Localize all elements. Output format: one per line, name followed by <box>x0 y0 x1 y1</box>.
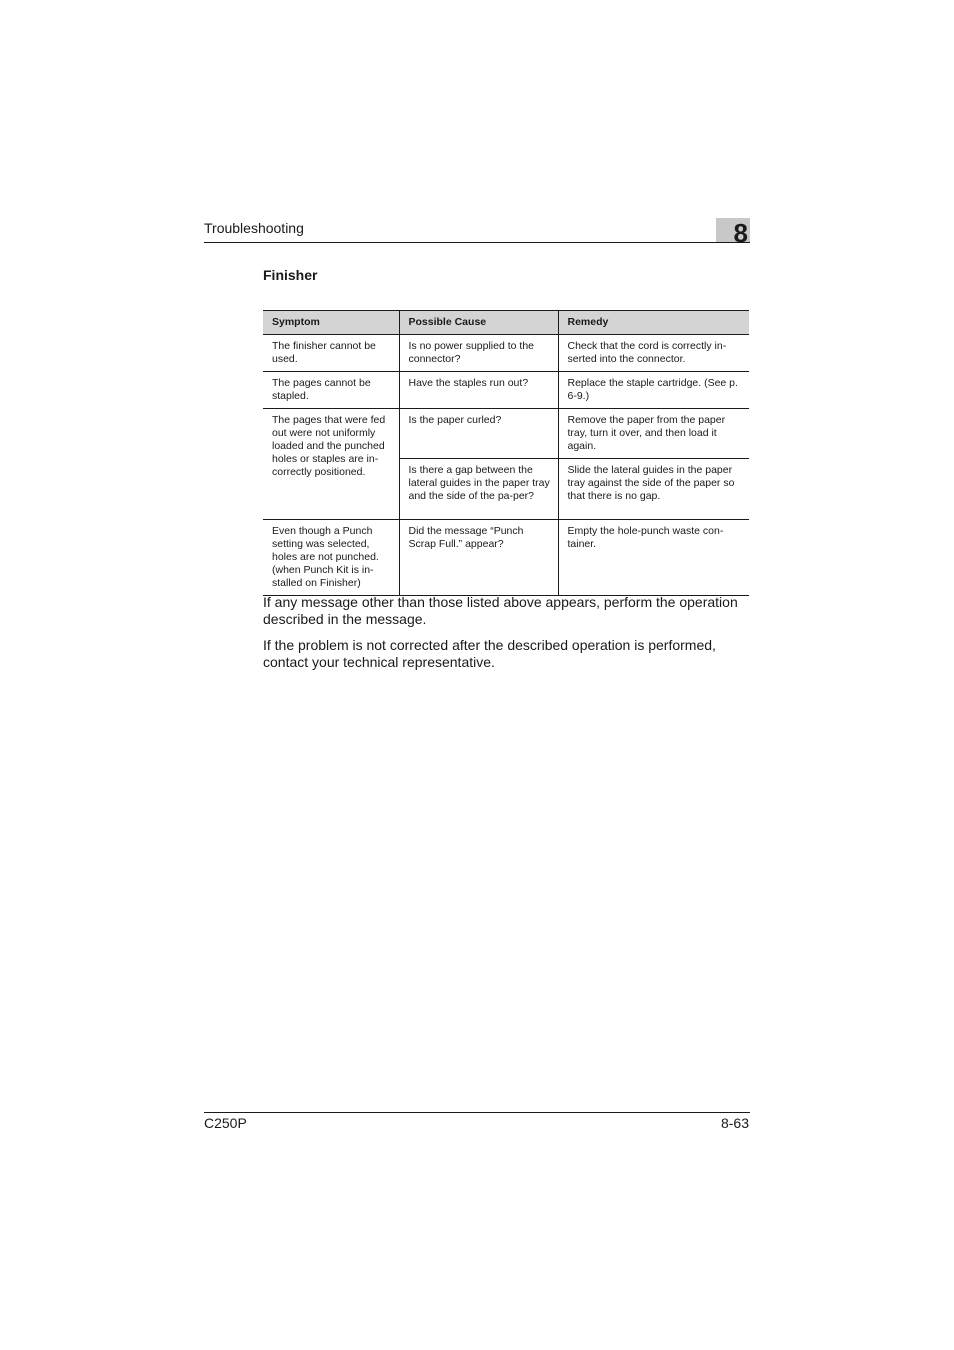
table-row <box>263 409 749 459</box>
cause-cell: Is the paper curled? <box>399 409 558 459</box>
troubleshooting-table <box>263 310 749 596</box>
column-header-remedy: Remedy <box>558 311 749 335</box>
cause-cell: Have the staples run out? <box>399 372 558 409</box>
chapter-number: 8 <box>733 218 748 248</box>
table-row <box>263 372 749 409</box>
column-header-cause: Possible Cause <box>399 311 558 335</box>
table-header-row <box>263 311 749 335</box>
cause-cell: Did the message “Punch Scrap Full.” appear? <box>399 520 558 596</box>
symptom-cell: The finisher cannot be used. <box>263 335 399 372</box>
footer-model: C250P <box>204 1115 247 1131</box>
cause-cell: Is there a gap between the lateral guides in the paper tray and the side of the pa-per? <box>399 459 558 520</box>
remedy-cell: Slide the lateral guides in the paper tray against the side of the paper so that there is no gap. <box>558 459 749 520</box>
footer-divider <box>204 1112 750 1113</box>
section-heading: Finisher <box>263 267 318 283</box>
symptom-cell: Even though a Punch setting was selected, holes are not punched. (when Punch Kit is in-stalled on Finisher) <box>263 520 399 596</box>
header-divider <box>204 242 750 243</box>
table-row <box>263 335 749 372</box>
symptom-cell: The pages cannot be stapled. <box>263 372 399 409</box>
remedy-cell: Replace the staple cartridge. (See p. 6-9.) <box>558 372 749 409</box>
cause-cell: Is no power supplied to the connector? <box>399 335 558 372</box>
body-paragraph: If any message other than those listed above appears, perform the operation described in the message. <box>263 594 738 627</box>
symptom-cell: The pages that were fed out were not uniformly loaded and the punched holes or staples are in-correctly positioned. <box>263 409 399 520</box>
header-title: Troubleshooting <box>204 220 304 236</box>
remedy-cell: Check that the cord is correctly in-serted into the connector. <box>558 335 749 372</box>
table-row <box>263 520 749 596</box>
body-paragraph: If the problem is not corrected after the described operation is performed, contact your technical representative. <box>263 637 716 670</box>
remedy-cell: Empty the hole-punch waste con-tainer. <box>558 520 749 596</box>
footer-page-number: 8-63 <box>720 1115 749 1131</box>
chapter-tab <box>716 218 750 248</box>
column-header-symptom: Symptom <box>263 311 399 335</box>
remedy-cell: Remove the paper from the paper tray, turn it over, and then load it again. <box>558 409 749 459</box>
